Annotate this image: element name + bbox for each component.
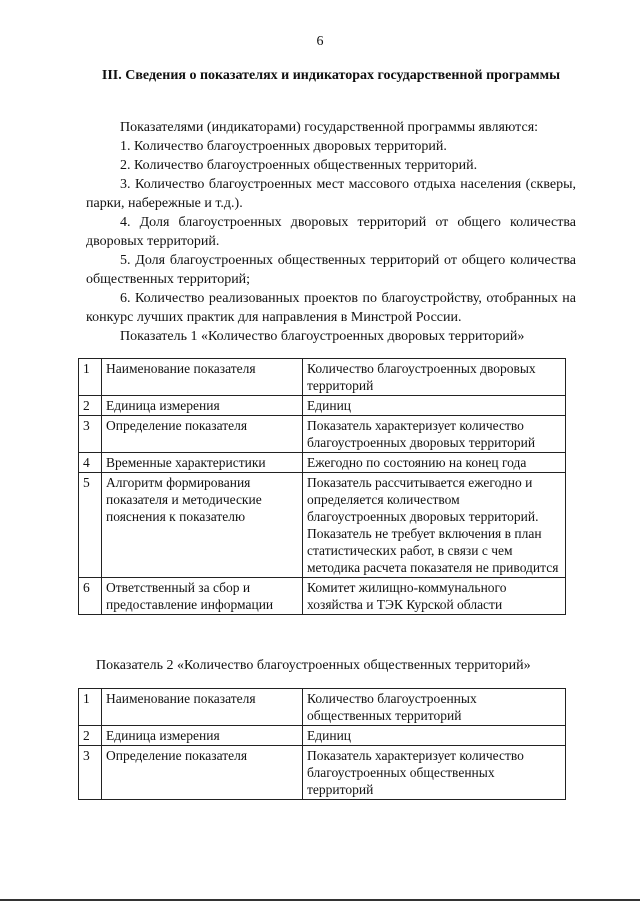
row-value: Единиц xyxy=(303,726,566,746)
row-number: 1 xyxy=(79,689,102,726)
row-number: 5 xyxy=(79,473,102,578)
indicator-1-table xyxy=(78,358,566,615)
table-row xyxy=(79,689,566,726)
row-value: Количество благоустроенных дворовых территорий xyxy=(303,359,566,396)
row-label: Наименование показателя xyxy=(102,689,303,726)
row-label: Определение показателя xyxy=(102,416,303,453)
table-row xyxy=(79,578,566,615)
intro-item: 6. Количество реализованных проектов по благоустройству, отобранных на конкурс лучших практик для направления в Минстрой России. xyxy=(86,291,576,325)
row-number: 1 xyxy=(79,359,102,396)
row-number: 3 xyxy=(79,416,102,453)
page-number: 6 xyxy=(316,34,324,49)
row-label: Определение показателя xyxy=(102,746,303,800)
intro-item: 3. Количество благоустроенных мест массового отдыха населения (скверы, парки, набережные и т.д.). xyxy=(86,177,576,211)
table-row xyxy=(79,746,566,800)
intro-item: 2. Количество благоустроенных общественных территорий. xyxy=(120,158,478,173)
row-number: 4 xyxy=(79,453,102,473)
row-label: Ответственный за сбор и предоставление информации xyxy=(102,578,303,615)
table-row xyxy=(79,359,566,396)
row-value: Показатель характеризует количество благоустроенных дворовых территорий xyxy=(303,416,566,453)
intro-item: 5. Доля благоустроенных общественных территорий от общего количества общественных территорий; xyxy=(86,253,576,287)
table-row xyxy=(79,416,566,453)
intro-item: 1. Количество благоустроенных дворовых территорий. xyxy=(120,139,447,154)
row-value: Комитет жилищно-коммунального хозяйства и ТЭК Курской области xyxy=(303,578,566,615)
section-title: III. Сведения о показателях и индикаторах государственной программы xyxy=(101,68,561,83)
row-label: Единица измерения xyxy=(102,726,303,746)
row-label: Единица измерения xyxy=(102,396,303,416)
row-value: Показатель характеризует количество благоустроенных общественных территорий xyxy=(303,746,566,800)
indicator-2-heading: Показатель 2 «Количество благоустроенных общественных территорий» xyxy=(96,658,531,673)
table-row xyxy=(79,396,566,416)
table-row xyxy=(79,473,566,578)
table-row xyxy=(79,453,566,473)
intro-item: 4. Доля благоустроенных дворовых территорий от общего количества дворовых территорий. xyxy=(86,215,576,249)
intro-text xyxy=(86,118,576,327)
indicator-2-table xyxy=(78,688,566,800)
row-value: Единиц xyxy=(303,396,566,416)
row-value: Ежегодно по состоянию на конец года xyxy=(303,453,566,473)
row-number: 2 xyxy=(79,396,102,416)
row-label: Временные характеристики xyxy=(102,453,303,473)
page-bottom-edge xyxy=(0,899,640,901)
row-label: Наименование показателя xyxy=(102,359,303,396)
row-label: Алгоритм формирования показателя и методические пояснения к показателю xyxy=(102,473,303,578)
row-number: 6 xyxy=(79,578,102,615)
intro-lead: Показателями (индикаторами) государственной программы являются: xyxy=(120,120,539,135)
row-value: Количество благоустроенных общественных территорий xyxy=(303,689,566,726)
table-row xyxy=(79,726,566,746)
indicator-1-heading: Показатель 1 «Количество благоустроенных дворовых территорий» xyxy=(120,329,525,344)
row-number: 2 xyxy=(79,726,102,746)
row-value: Показатель рассчитывается ежегодно и определяется количеством благоустроенных дворовых территорий. Показатель не требует включения в план статистических работ, в связи с чем методика расчета показателя не приводится xyxy=(303,473,566,578)
row-number: 3 xyxy=(79,746,102,800)
